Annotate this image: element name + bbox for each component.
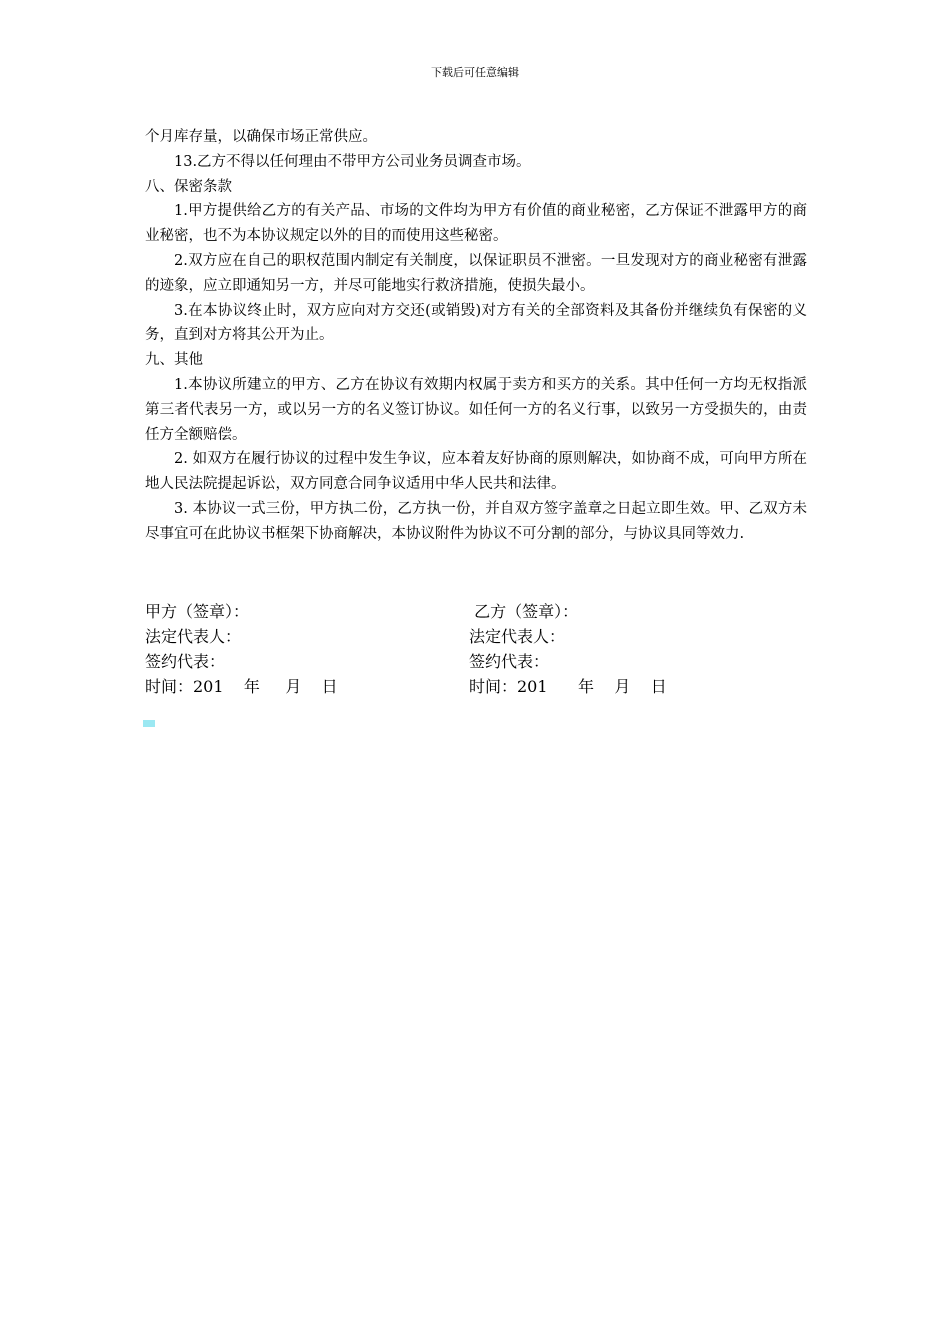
section-heading-other: 九、其他 — [145, 352, 203, 369]
agreement-body — [145, 125, 807, 547]
paragraph-confidentiality-3: 3.在本协议终止时，双方应向对方交还(或销毁)对方有关的全部资料及其备份并继续负有保密的义务，直到对方将其公开为止。 — [145, 302, 807, 344]
party-a-seal-label: 甲方（签章）： — [145, 602, 250, 621]
paragraph-clause-13: 13.乙方不得以任何理由不带甲方公司业务员调查市场。 — [174, 153, 531, 170]
cursor-marker — [143, 720, 155, 727]
party-a-signing-rep-label: 签约代表： — [145, 652, 226, 671]
paragraph-confidentiality-1: 1.甲方提供给乙方的有关产品、市场的文件均为甲方有价值的商业秘密，乙方保证不泄露甲方的商业秘密，也不为本协议规定以外的目的而使用这些秘密。 — [145, 203, 807, 245]
paragraph-confidentiality-2: 2.双方应在自己的职权范围内制定有关制度，以保证职员不泄密。一旦发现对方的商业秘密有泄露的迹象，应立即通知另一方，并尽可能地实行救济措施，使损失最小。 — [145, 252, 807, 294]
party-b-date-label: 时间：201 年 月 日 — [469, 677, 667, 696]
paragraph-other-3: 3. 本协议一式三份，甲方执二份，乙方执一份，并自双方签字盖章之日起立即生效。甲、乙双方未尽事宜可在此协议书框架下协商解决，本协议附件为协议不可分割的部分，与协议具同等效力. — [145, 500, 807, 542]
party-b-signature — [469, 599, 789, 699]
page-header: 下载后可任意编辑 — [431, 66, 519, 79]
party-b-legal-rep-label: 法定代表人： — [469, 627, 566, 646]
party-a-legal-rep-label: 法定代表人： — [145, 627, 242, 646]
party-a-signature — [145, 599, 465, 699]
party-b-seal-label: 乙方（签章）： — [469, 602, 579, 621]
section-heading-confidentiality: 八、保密条款 — [145, 178, 232, 195]
party-a-date-label: 时间：201 年 月 日 — [145, 677, 338, 696]
paragraph-other-2: 2. 如双方在履行协议的过程中发生争议，应本着友好协商的原则解决，如协商不成，可向甲方所在地人民法院提起诉讼，双方同意合同争议适用中华人民共和法律。 — [145, 451, 807, 493]
paragraph-inventory-supply: 个月库存量，以确保市场正常供应。 — [145, 129, 377, 145]
party-b-signing-rep-label: 签约代表： — [469, 652, 550, 671]
paragraph-other-1: 1.本协议所建立的甲方、乙方在协议有效期内权属于卖方和买方的关系。其中任何一方均无权指派第三者代表另一方，或以另一方的名义签订协议。如任何一方的名义行事，以致另一方受损失的，由责任方全额赔偿。 — [145, 376, 807, 443]
